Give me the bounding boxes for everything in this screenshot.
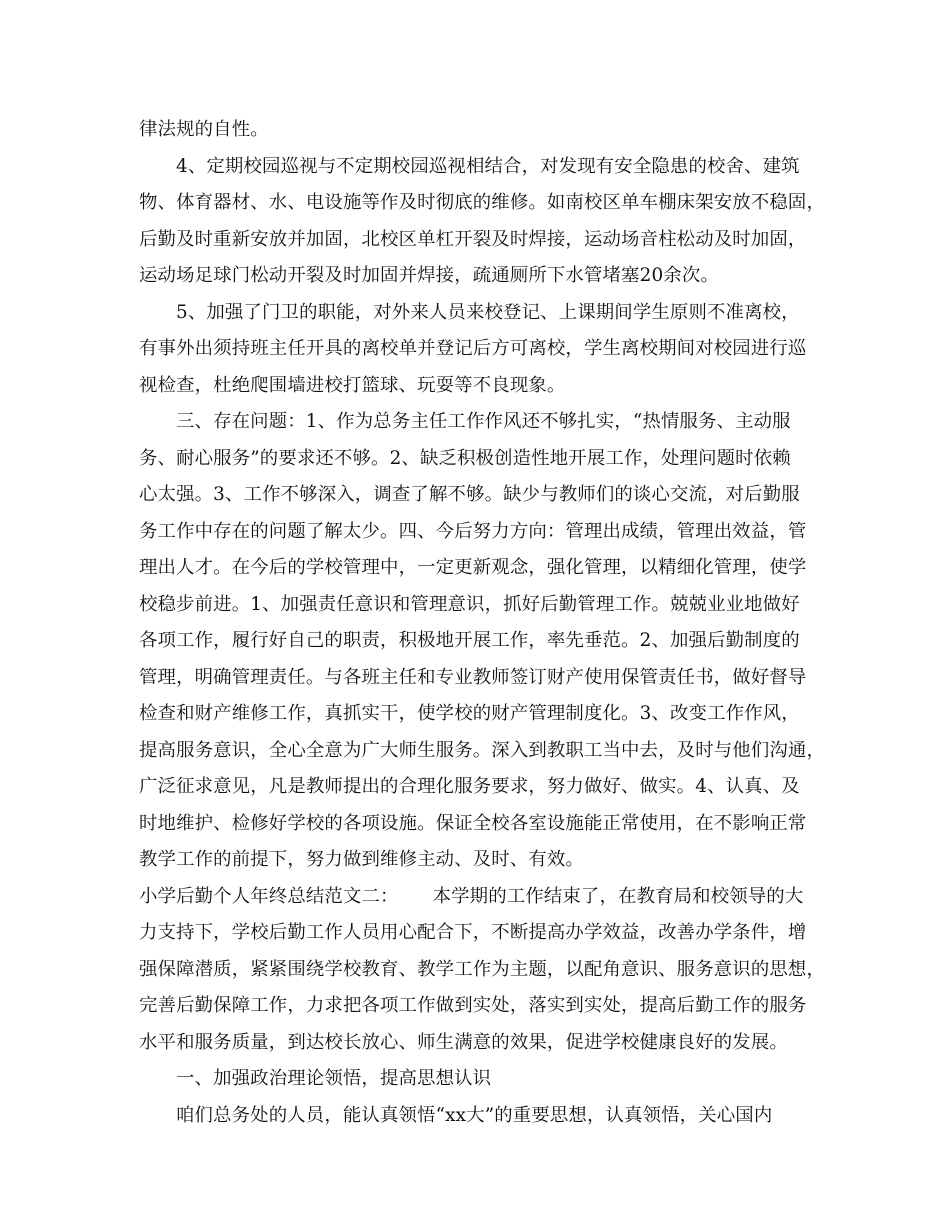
text-line: 后勤及时重新安放并加固，北校区单杠开裂及时焊接，运动场音柱松动及时加固， bbox=[139, 228, 807, 250]
document-body bbox=[139, 112, 829, 1134]
text-line: 视检查，杜绝爬围墙进校打篮球、玩耍等不良现象。 bbox=[139, 374, 566, 396]
text-line: 水平和服务质量，到达校长放心、师生满意的效果，促进学校健康良好的发展。 bbox=[139, 1031, 788, 1053]
text-line: 时地维护、检修好学校的各项设施。保证全校各室设施能正常使用，在不影响正常 bbox=[139, 812, 807, 834]
text-line: 咱们总务处的人员，能认真领悟“xx大”的重要思想，认真领悟，关心国内 bbox=[176, 1104, 773, 1126]
subheading-line: 一、加强政治理论领悟，提高思想认识 bbox=[176, 1068, 492, 1089]
text-line: 教学工作的前提下，努力做到维修主动、及时、有效。 bbox=[139, 849, 584, 870]
text-line: 各项工作，履行好自己的职责，积极地开展工作，率先垂范。2、加强后勤制度的 bbox=[139, 630, 800, 651]
text-line: 广泛征求意见，凡是教师提出的合理化服务要求，努力做好、做实。4、认真、及 bbox=[139, 776, 800, 797]
text-line: 三、存在问题：1、作为总务主任工作作风还不够扎实，“热情服务、主动服 bbox=[176, 411, 791, 432]
text-line: 理出人才。在今后的学校管理中，一定更新观念，强化管理，以精细化管理，使学 bbox=[139, 557, 807, 578]
section-title: 小学后勤个人年终总结范文二： bbox=[139, 885, 399, 907]
text-line: 心太强。3、工作不够深入，调查了解不够。缺少与教师们的谈心交流，对后勤服 bbox=[139, 484, 800, 505]
text-line: 律法规的自性。 bbox=[139, 119, 269, 140]
text-line: 运动场足球门松动开裂及时加固并焊接，疏通厕所下水管堵塞20余次。 bbox=[139, 265, 719, 286]
text-line: 力支持下，学校后勤工作人员用心配合下，不断提高办学效益，改善办学条件，增 bbox=[139, 922, 807, 943]
text-line: 管理，明确管理责任。与各班主任和专业教师签订财产使用保管责任书，做好督导 bbox=[139, 666, 807, 688]
text-line: 有事外出须持班主任开具的离校单并登记后方可离校，学生离校期间对校园进行巡 bbox=[139, 338, 807, 359]
text-line: 提高服务意识，全心全意为广大师生服务。深入到教职工当中去，及时与他们沟通， bbox=[139, 739, 826, 761]
section-intro: 本学期的工作结束了，在教育局和校领导的大 bbox=[432, 885, 804, 907]
text-line: 完善后勤保障工作，力求把各项工作做到实处，落实到实处，提高后勤工作的服务 bbox=[139, 995, 807, 1016]
text-line: 务、耐心服务”的要求还不够。2、缺乏积极创造性地开展工作，处理问题时依赖 bbox=[139, 447, 791, 469]
text-line: 5、加强了门卫的职能，对外来人员来校登记、上课期间学生原则不准离校， bbox=[176, 301, 800, 323]
text-line: 强保障潜质，紧紧围绕学校教育、教学工作为主题，以配角意识、服务意识的思想， bbox=[139, 958, 826, 980]
text-line: 物、体育器材、水、电设施等作及时彻底的维修。如南校区单车棚床架安放不稳固， bbox=[139, 192, 826, 213]
text-line: 务工作中存在的问题了解太少。四、今后努力方向：管理出成绩，管理出效益，管 bbox=[139, 520, 807, 542]
text-line: 检查和财产维修工作，真抓实干，使学校的财产管理制度化。3、改变工作作风， bbox=[139, 703, 800, 724]
text-line: 校稳步前进。1、加强责任意识和管理意识，抓好后勤管理工作。兢兢业业地做好 bbox=[139, 593, 800, 615]
section-heading-line bbox=[139, 879, 829, 916]
text-line: 4、定期校园巡视与不定期校园巡视相结合，对发现有安全隐患的校舍、建筑 bbox=[176, 155, 800, 177]
